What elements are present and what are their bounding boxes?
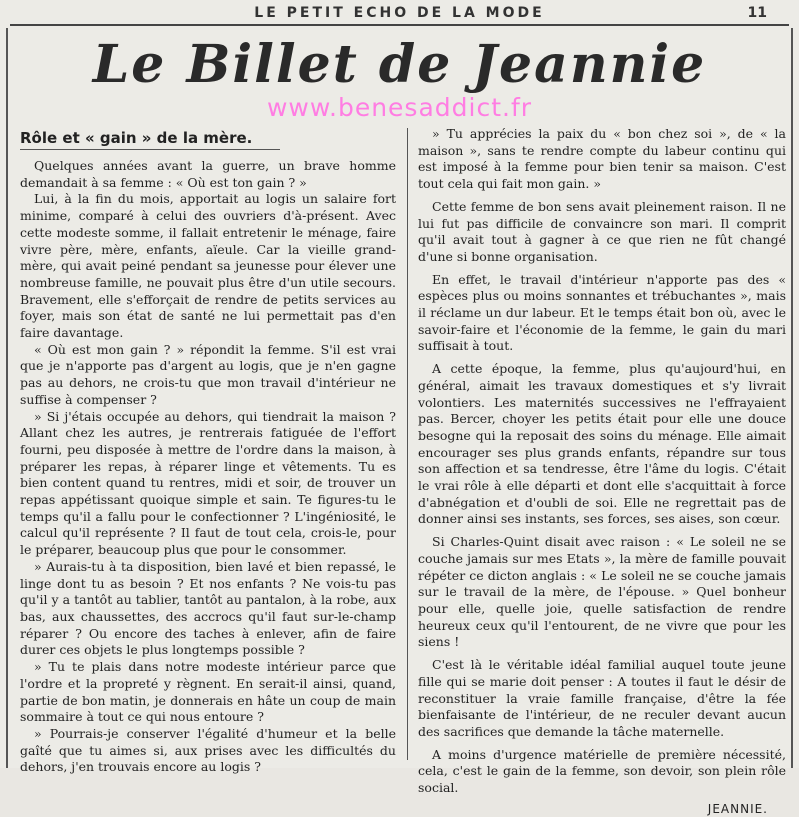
- paragraph: En effet, le travail d'intérieur n'apporte pas des « espèces plus ou moins sonnantes et trébuchantes », mais il réclame un dur labeur. Et le temps était bon où, avec le savoir-faire et l'économie de la femme, le gain du mari suffisait à tout.: [418, 271, 786, 354]
- paragraph: A cette époque, la femme, plus qu'aujourd'hui, en général, aimait les travaux domestiques et s'y livrait volontiers. Les maternités successives ne l'effrayaient pas. Bercer, choyer les petits était pour elle une douce besogne qui la reposait des soins du ménage. Elle aimait encourager ses plus grands enfants, répandre sur tous son affection et sa tendresse, être l'âme du logis. C'était le vrai rôle à elle départi et dont elle s'acquittait à force d'abnégation et d'oubli de soi. Elle ne regrettait pas de donner ainsi ses instants, ses forces, ses aises, son cœur.: [418, 361, 786, 527]
- paragraph: » Tu te plais dans notre modeste intérieur parce que l'ordre et la propreté y règnent. En serait-il ainsi, quand, partie de bon matin, je donnerais en hâte un coup de main sommaire à tout ce qui nous entoure ?: [20, 659, 396, 725]
- paragraph: Quelques années avant la guerre, un brave homme demandait à sa femme : « Où est ton gain ? »: [20, 158, 396, 190]
- page-header: [10, 4, 789, 26]
- page-title: Le Billet de Jeannie: [92, 34, 707, 95]
- subtitle-underline: [20, 149, 280, 150]
- paragraph: Cette femme de bon sens avait pleinement raison. Il ne lui fut pas difficile de convaincre son mari. Il comprit qu'il avait tout à gagner à ce que rien ne fût changé d'une si bonne organisation.: [418, 198, 786, 264]
- page-number: 11: [747, 5, 767, 21]
- article-subtitle: Rôle et « gain » de la mère.: [20, 129, 253, 147]
- paragraph: » Aurais-tu à ta disposition, bien lavé et bien repassé, le linge dont tu as besoin ? Et nos enfants ? Ne vois-tu pas qu'il y a tantôt au tablier, tantôt au pantalon, à la robe, aux bas, aux chaussettes, des accrocs qu'il faut sur-le-champ réparer ? Ou encore des taches à enlever, afin de faire durer ces objets le plus longtemps possible ?: [20, 558, 396, 658]
- paragraph: » Tu apprécies la paix du « bon chez soi », de « la maison », sans te rendre compte du labeur continu qui est imposé à la femme pour bien tenir sa maison. C'est tout cela qui fait mon gain. »: [418, 126, 786, 192]
- left-column: [20, 126, 396, 776]
- watermark-url: www.benesaddict.fr: [266, 93, 533, 122]
- paragraph: » Si j'étais occupée au dehors, qui tiendrait la maison ? Allant chez les autres, je rentrerais fatiguée de l'effort fourni, peu disposée à mettre de l'ordre dans la maison, à préparer les repas, à réparer linge et vêtements. Tu es bien content quand tu rentres, midi et soir, de trouver un repas appétissant quoique simple et sain. Te figures-tu le temps qu'il a fallu pour le confectionner ? L'ingéniosité, le calcul qu'il représente ? Il faut de tout cela, crois-le, pour le préparer, beaucoup plus que pour le consommer.: [20, 408, 396, 558]
- paragraph: » Pourrais-je conserver l'égalité d'humeur et la belle gaîté que tu aimes si, aux prises avec les difficultés du dehors, j'en trouvais encore au logis ?: [20, 725, 396, 775]
- magazine-name: LE PETIT ECHO DE LA MODE: [254, 5, 545, 21]
- signature: JEANNIE.: [707, 801, 768, 816]
- right-column: [418, 126, 786, 817]
- paragraph: Si Charles-Quint disait avec raison : « Le soleil ne se couche jamais sur mes Etats », la mère de famille pouvait répéter ce dicton anglais : « Le soleil ne se couche jamais sur le travail de la mère, de l'épouse. » Quel bonheur pour elle, quelle joie, quelle satisfaction de rendre heureux ceux qu'il l'entourent, de ne vivre que pour les siens !: [418, 534, 786, 650]
- column-divider: [407, 128, 408, 760]
- paragraph: A moins d'urgence matérielle de première nécessité, cela, c'est le gain de la femme, son devoir, son plein rôle social.: [418, 746, 786, 796]
- paragraph: C'est là le véritable idéal familial auquel toute jeune fille qui se marie doit penser : A toutes il faut le désir de reconstituer la vraie famille française, d'être la fée bienfaisante de l'intérieur, de ne reculer devant aucun des sacrifices que demande la tâche maternelle.: [418, 657, 786, 739]
- paragraph: « Où est mon gain ? » répondit la femme. S'il est vrai que je n'apporte pas d'argent au logis, que je n'en gagne pas au dehors, ne crois-tu que mon travail d'intérieur ne suffise à compenser ?: [20, 341, 396, 407]
- paragraph: Lui, à la fin du mois, apportait au logis un salaire fort minime, comparé à celui des ouvriers d'à-présent. Avec cette modeste somme, il fallait entretenir le ménage, faire vivre père, mère, enfants, aïeule. Car la vieille grand-mère, qui avait peiné pendant sa jeunesse pour élever une nombreuse famille, ne pouvait plus être d'un utile secours. Bravement, elle s'efforçait de rendre de petits services au foyer, mais son état de santé ne lui permettait pas d'en faire davantage.: [20, 191, 396, 341]
